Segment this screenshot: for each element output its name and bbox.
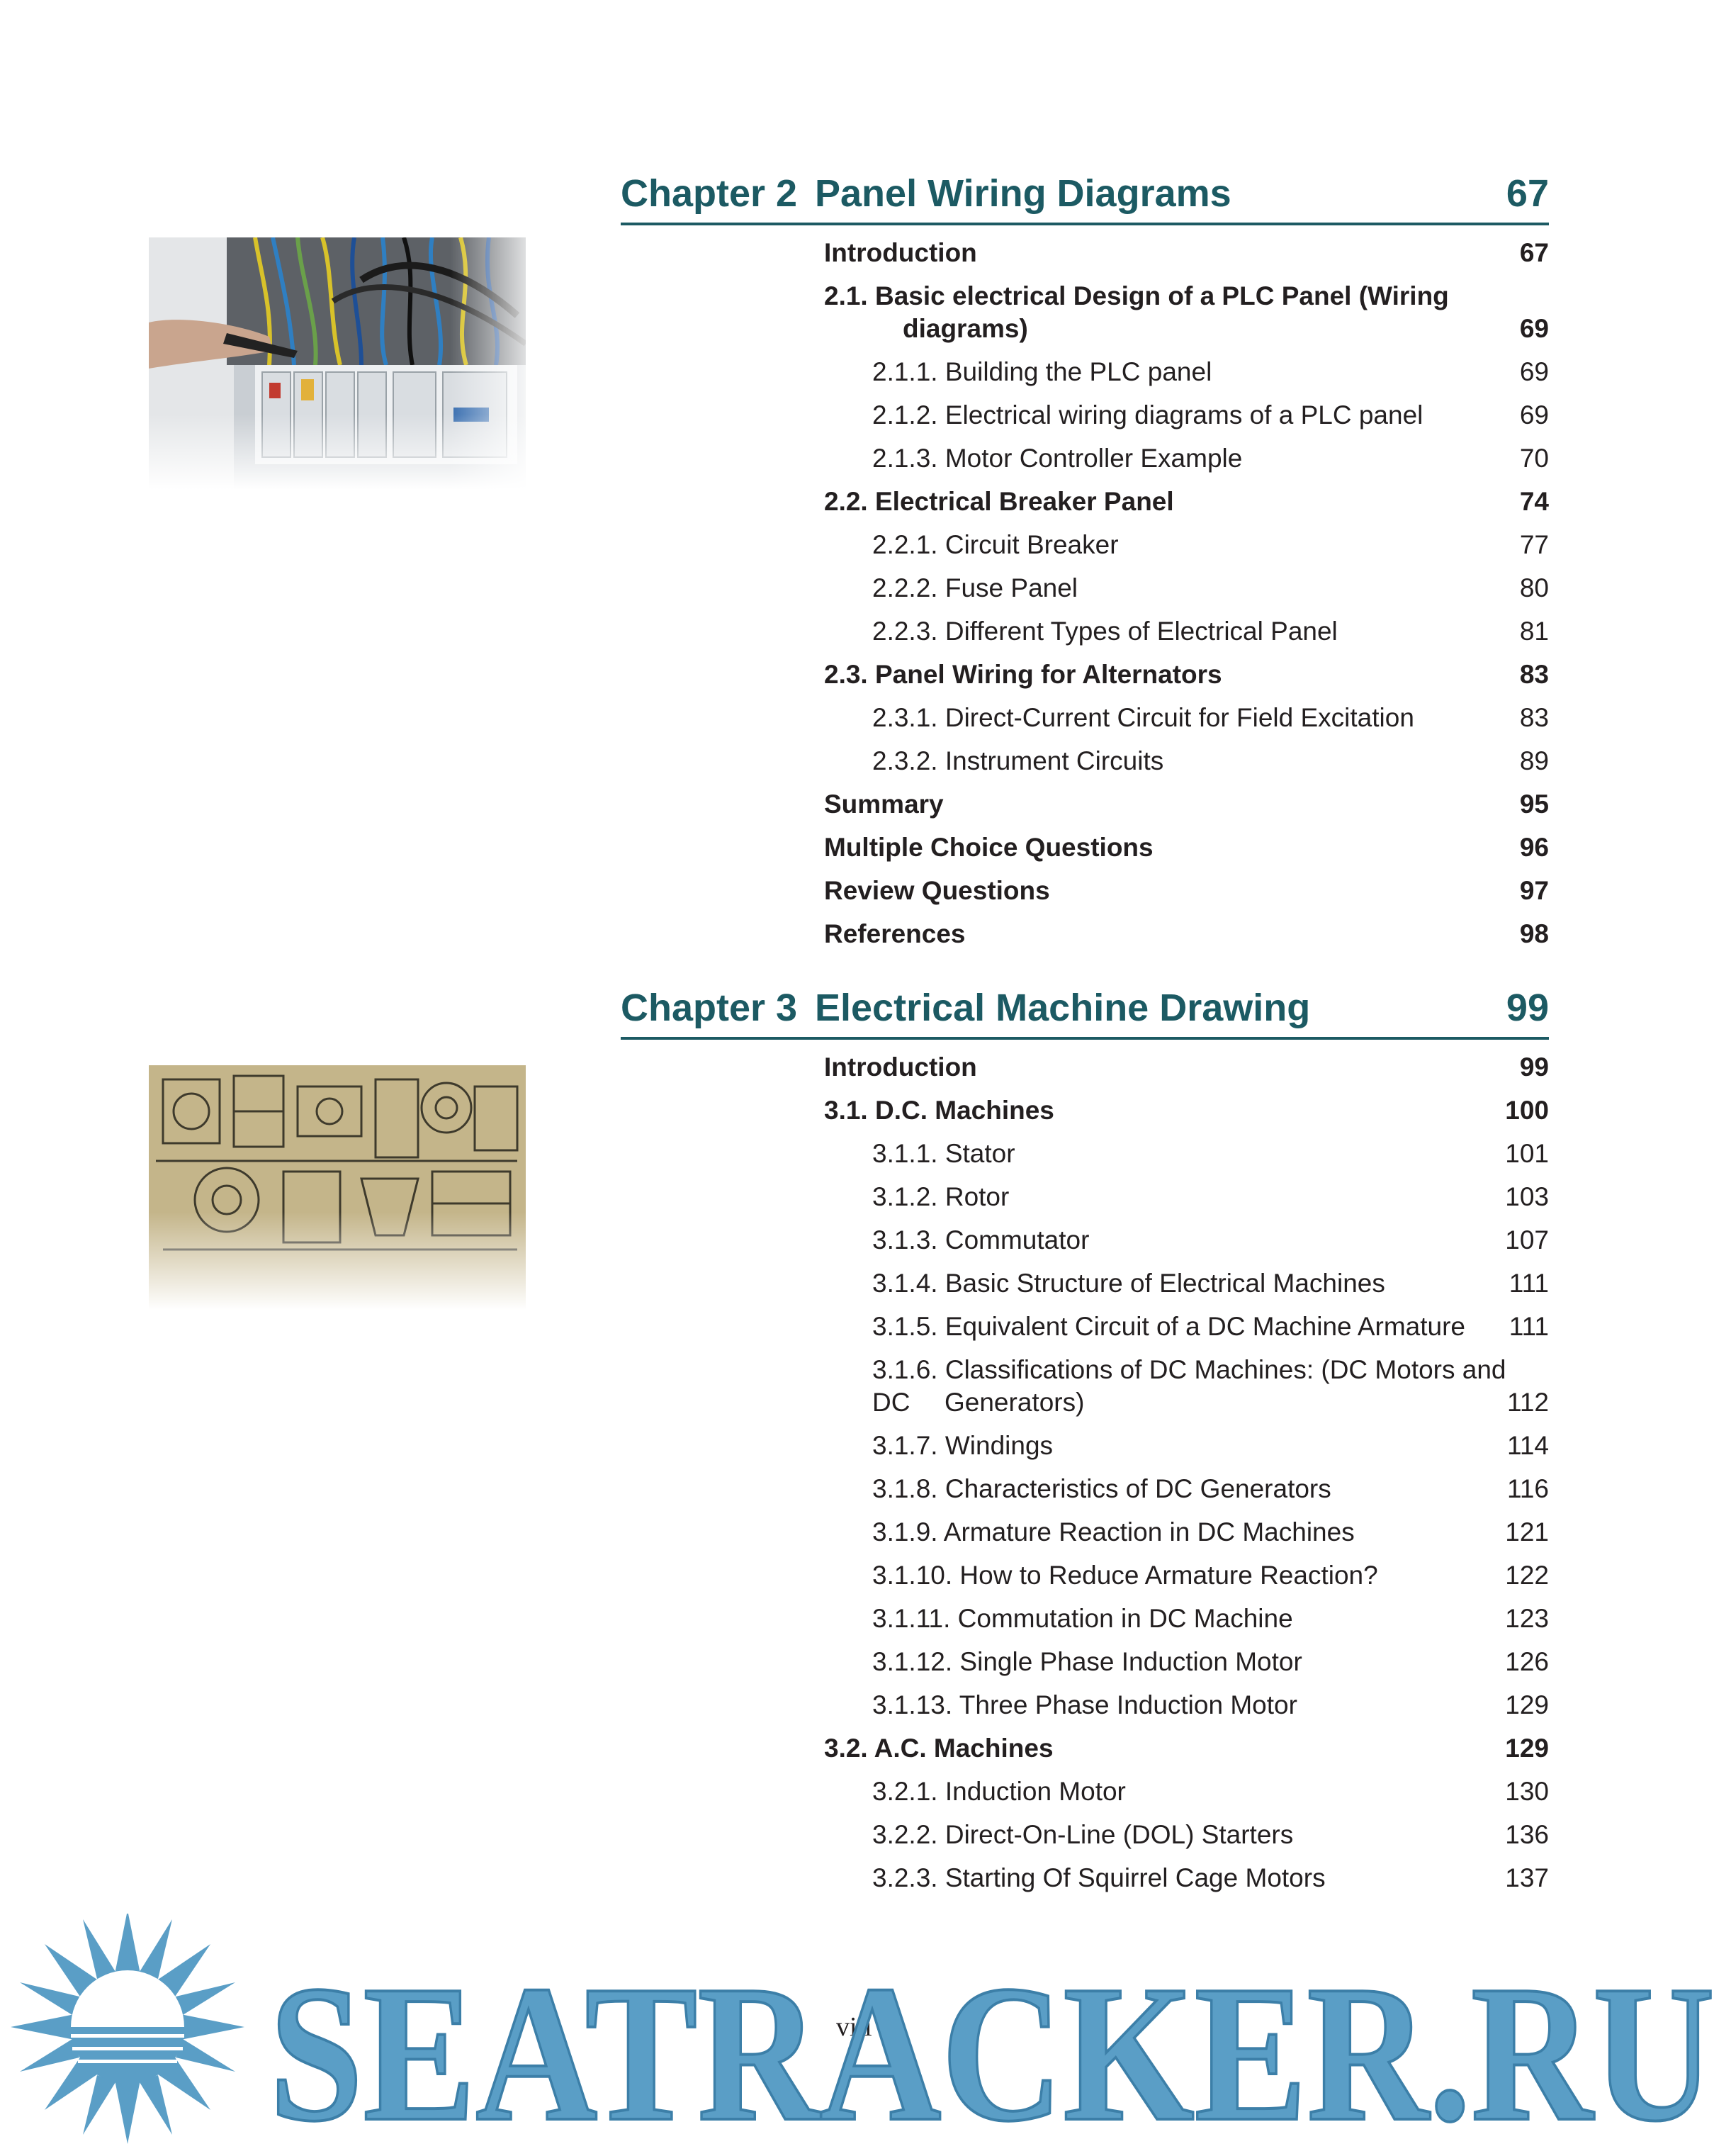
entry-label: 3.1.11. Commutation in DC Machine (872, 1604, 1293, 1633)
entry-page: 129 (1505, 1690, 1549, 1719)
panel-wiring-photo (149, 237, 526, 490)
toc-entry[interactable] (621, 523, 1549, 566)
chapter-heading (621, 982, 1549, 1040)
entry-label: 2.2. Electrical Breaker Panel (824, 487, 1174, 516)
watermark-text: SEATRACKER.RU (269, 1945, 1715, 2156)
entry-page: 111 (1509, 1269, 1549, 1298)
entry-page: 96 (1519, 833, 1549, 862)
toc-entry[interactable] (621, 653, 1549, 696)
entry-page: 77 (1519, 530, 1549, 559)
toc-entry[interactable] (621, 1640, 1549, 1683)
entry-label: 3.1.2. Rotor (872, 1182, 1010, 1211)
entry-label: 3.1.12. Single Phase Induction Motor (872, 1647, 1302, 1676)
toc-entry[interactable] (621, 1770, 1549, 1813)
toc-entry[interactable] (621, 274, 1549, 350)
entry-label: 3.1.10. How to Reduce Armature Reaction? (872, 1561, 1378, 1590)
toc-entry[interactable] (621, 826, 1549, 869)
toc-entry[interactable] (621, 1554, 1549, 1597)
toc-entry[interactable] (621, 1348, 1549, 1424)
entry-label: 2.1.2. Electrical wiring diagrams of a PLC panel (872, 400, 1423, 429)
entry-label: 3.2.2. Direct-On-Line (DOL) Starters (872, 1820, 1294, 1849)
chapter-title: Electrical Machine Drawing (815, 987, 1311, 1029)
entry-page: 122 (1505, 1561, 1549, 1590)
entry-label: 3.2.3. Starting Of Squirrel Cage Motors (872, 1863, 1326, 1892)
entry-page: 130 (1505, 1777, 1549, 1806)
toc-entry[interactable] (621, 1467, 1549, 1510)
entry-label: 3.1.7. Windings (872, 1431, 1054, 1460)
entry-label: 2.3.2. Instrument Circuits (872, 746, 1164, 775)
entry-label: 2.2.3. Different Types of Electrical Panel (872, 617, 1338, 646)
entry-label: Introduction (824, 238, 977, 267)
toc-entry[interactable] (621, 1218, 1549, 1262)
page-folio: viii (836, 2012, 872, 2042)
entry-label: 3.1.8. Characteristics of DC Generators (872, 1474, 1331, 1503)
toc-entry[interactable] (621, 1813, 1549, 1856)
entry-page: 83 (1519, 660, 1549, 689)
toc-entry[interactable] (621, 782, 1549, 826)
chapter-title: Panel Wiring Diagrams (815, 172, 1231, 215)
toc-entries (621, 231, 1549, 955)
entry-page: 136 (1505, 1820, 1549, 1849)
entry-label: 2.1.1. Building the PLC panel (872, 357, 1212, 386)
toc-entry[interactable] (621, 231, 1549, 274)
toc-entry[interactable] (621, 1424, 1549, 1467)
entry-label: 3.1.6. Classifications of DC Machines: (DC Motors and DC (872, 1355, 1506, 1417)
entry-label: Multiple Choice Questions (824, 833, 1154, 862)
entry-label: 2.2.2. Fuse Panel (872, 573, 1078, 602)
entry-page: 97 (1519, 876, 1549, 905)
toc-entry[interactable] (621, 739, 1549, 782)
entry-label: 3.1.4. Basic Structure of Electrical Machines (872, 1269, 1385, 1298)
entry-page: 114 (1507, 1431, 1549, 1460)
entry-page: 89 (1519, 746, 1549, 775)
entry-page: 69 (1519, 400, 1549, 429)
entry-label: 2.3.1. Direct-Current Circuit for Field Excitation (872, 703, 1414, 732)
entry-label: 2.2.1. Circuit Breaker (872, 530, 1119, 559)
entry-page: 137 (1505, 1863, 1549, 1892)
chapter-page: 99 (1506, 987, 1549, 1029)
toc-entries (621, 1045, 1549, 1899)
toc-entry[interactable] (621, 437, 1549, 480)
entry-page: 83 (1519, 703, 1549, 732)
entry-label: 2.3. Panel Wiring for Alternators (824, 660, 1222, 689)
entry-page: 101 (1505, 1139, 1549, 1168)
toc-entry[interactable] (621, 1510, 1549, 1554)
entry-page: 116 (1507, 1474, 1549, 1503)
chapter-page: 67 (1506, 172, 1549, 215)
entry-page: 99 (1519, 1052, 1549, 1082)
entry-page: 98 (1519, 919, 1549, 948)
toc-entry[interactable] (621, 1683, 1549, 1727)
entry-page: 69 (1519, 314, 1549, 343)
toc-entry[interactable] (621, 566, 1549, 610)
sun-logo (11, 1914, 244, 2144)
entry-label: 3.1.5. Equivalent Circuit of a DC Machine Armature (872, 1312, 1465, 1341)
entry-label: 3.1.13. Three Phase Induction Motor (872, 1690, 1297, 1719)
entry-page: 112 (1507, 1388, 1549, 1417)
chapter-2-section (621, 167, 1549, 948)
toc-entry[interactable] (621, 393, 1549, 437)
entry-page: 129 (1505, 1734, 1549, 1763)
entry-label-continued: diagrams) (903, 314, 1028, 343)
entry-page: 123 (1505, 1604, 1549, 1633)
entry-page: 95 (1519, 790, 1549, 819)
chapter-number: Chapter 2 (621, 172, 798, 215)
entry-page: 121 (1505, 1517, 1549, 1546)
entry-label: Summary (824, 790, 944, 819)
chapter-3-section (621, 982, 1549, 1892)
toc-entry[interactable] (621, 869, 1549, 912)
entry-label: 2.1. Basic electrical Design of a PLC Panel (Wiring (824, 281, 1449, 310)
entry-label: 3.2.1. Induction Motor (872, 1777, 1126, 1806)
watermark (0, 1914, 1731, 2156)
toc-entry[interactable] (621, 696, 1549, 739)
entry-label: 3.1. D.C. Machines (824, 1096, 1054, 1125)
entry-page: 81 (1519, 617, 1549, 646)
toc-entry[interactable] (621, 1262, 1549, 1305)
entry-page: 111 (1509, 1312, 1549, 1341)
entry-label: Review Questions (824, 876, 1050, 905)
chapter-heading (621, 167, 1549, 225)
entry-page: 70 (1519, 444, 1549, 473)
toc-entry[interactable] (621, 480, 1549, 523)
toc-entry[interactable] (621, 610, 1549, 653)
entry-label: 3.1.1. Stator (872, 1139, 1015, 1168)
entry-page: 100 (1505, 1096, 1549, 1125)
entry-page: 126 (1505, 1647, 1549, 1676)
toc-entry[interactable] (621, 1089, 1549, 1132)
toc-entry[interactable] (621, 1175, 1549, 1218)
entry-label: References (824, 919, 966, 948)
entry-page: 69 (1519, 357, 1549, 386)
machine-drawing-illustration (149, 1065, 526, 1310)
entry-label: Introduction (824, 1052, 977, 1082)
toc-entry[interactable] (621, 1597, 1549, 1640)
entry-page: 74 (1519, 487, 1549, 516)
toc-entry[interactable] (621, 1305, 1549, 1348)
toc-entry[interactable] (621, 1045, 1549, 1089)
entry-label: 2.1.3. Motor Controller Example (872, 444, 1243, 473)
entry-label: 3.1.9. Armature Reaction in DC Machines (872, 1517, 1355, 1546)
entry-label: 3.1.3. Commutator (872, 1225, 1090, 1254)
toc-entry[interactable] (621, 1132, 1549, 1175)
chapter-number: Chapter 3 (621, 987, 798, 1029)
entry-page: 80 (1519, 573, 1549, 602)
machine-drawing-photo (149, 1065, 526, 1310)
toc-entry[interactable] (621, 1856, 1549, 1899)
entry-page: 67 (1519, 238, 1549, 267)
toc-entry[interactable] (621, 912, 1549, 955)
entry-label-continued: Generators) (945, 1388, 1085, 1417)
panel-wiring-illustration (149, 237, 526, 490)
toc-entry[interactable] (621, 1727, 1549, 1770)
entry-label: 3.2. A.C. Machines (824, 1734, 1054, 1763)
entry-page: 103 (1505, 1182, 1549, 1211)
entry-page: 107 (1505, 1225, 1549, 1254)
toc-entry[interactable] (621, 350, 1549, 393)
